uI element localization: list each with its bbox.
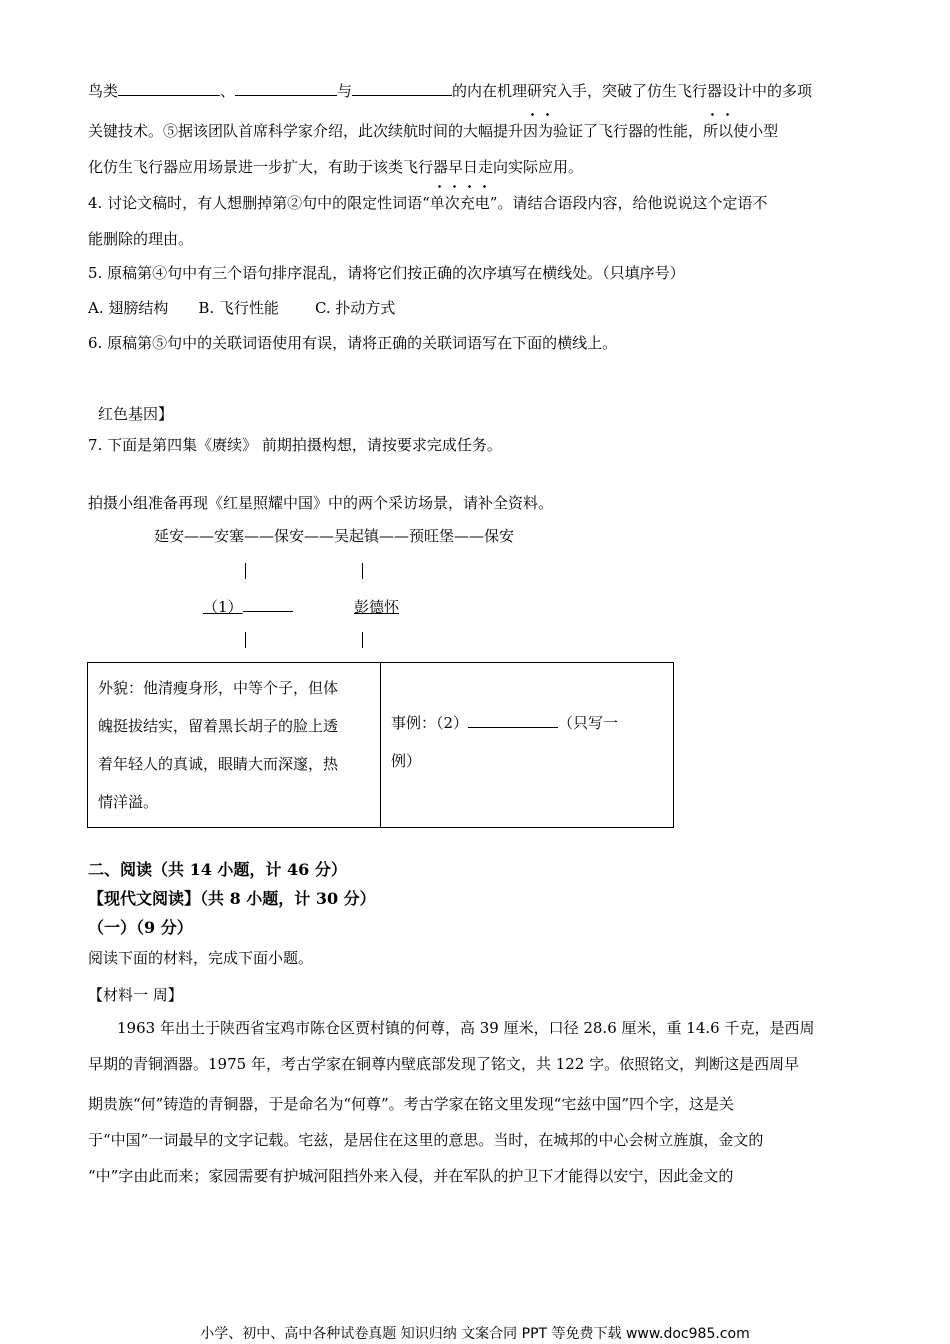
appearance-line: 着年轻人的真诚，眼睛大而深邃，热	[98, 755, 339, 773]
q3-text: 、	[220, 82, 236, 100]
q3-line-2	[88, 121, 778, 141]
sub-section: （一）（9 分）	[88, 918, 193, 937]
appearance-line: 外貌：他清瘦身形，中等个子，但体	[98, 679, 339, 697]
q7-question: 7. 下面是第四集《赓续》 前期拍摄构想，请按要求完成任务。	[88, 436, 502, 454]
emphasized-word: 单次充电	[429, 194, 490, 212]
example-cell	[381, 663, 674, 828]
example-note: （只写一	[558, 714, 619, 732]
example-line	[391, 704, 663, 742]
q3-line-1	[88, 81, 812, 101]
q3-text: 关键技术。⑤据该团队首席科学家介绍，此次续航时间的大幅提升	[88, 122, 524, 140]
material-title: 【材料一 周】	[88, 986, 183, 1004]
q5-options	[88, 298, 395, 318]
body-line: 于“中国”一词最早的文字记载。宅兹，是居住在这里的意思。当时，在城邦的中心会树立旌旗，金文的	[88, 1131, 764, 1149]
answer-blank-2[interactable]	[235, 81, 337, 96]
body-line: 期贵族“何”铸造的青铜器，于是命名为“何尊”。考古学家在铭文里发现“宅兹中国”四个字，这是关	[88, 1095, 735, 1113]
q4-line-1	[88, 193, 767, 213]
connector-line	[362, 632, 363, 648]
q3-text: 的内在机理研究入手，突破了仿生飞行器设计中的多项	[452, 82, 813, 100]
q3-text: 鸟类	[88, 82, 119, 100]
q4-text: ”。请结合语段内容，给他说说这个定语不	[489, 194, 768, 212]
footer: 小学、初中、高中各种试卷真题 知识归纳 文案合同 PPT 等免费下载 www.doc985.com	[200, 1326, 750, 1342]
connector-line	[245, 632, 246, 648]
body-line: 1963 年出土于陕西省宝鸡市陈仓区贾村镇的何尊，高 39 厘米，口径 28.6 厘米，重 14.6 千克，是西周	[117, 1019, 815, 1037]
q3-text: 与	[337, 82, 353, 100]
answer-blank-1[interactable]	[118, 81, 220, 96]
emphasized-word: 因为	[523, 122, 554, 140]
example-note-end: 例）	[391, 752, 422, 770]
route-line: 延安——安塞——保安——吴起镇——预旺堡——保安	[154, 527, 515, 545]
blank-1-label: （1）	[203, 598, 243, 616]
q7-intro: 拍摄小组准备再现《红星照耀中国》中的两个采访场景，请补全资料。	[88, 494, 554, 512]
q4-text: 4. 讨论文稿时，有人想删掉第②句中的限定性词语“	[88, 194, 430, 212]
q3-text: 验证了飞行器的性能，	[553, 122, 704, 140]
appearance-line: 魄挺拔结实，留着黑长胡子的脸上透	[98, 717, 339, 735]
appearance-line: 情洋溢。	[98, 793, 159, 811]
answer-blank-4[interactable]	[243, 597, 293, 612]
info-table	[87, 662, 674, 828]
part-title: 二、阅读（共 14 小题，计 46 分）	[88, 860, 347, 879]
body-line: 早期的青铜酒器。1975 年，考古学家在铜尊内壁底部发现了铭文，共 122 字。依照铭文，判断这是西周早	[88, 1055, 800, 1073]
answer-blank-3[interactable]	[352, 81, 452, 96]
blank-1-row	[203, 597, 293, 617]
appearance-cell	[88, 663, 381, 828]
body-line: “中”字由此而来；家园需要有护城河阻挡外来入侵，并在军队的护卫下才能得以安宁，因此金文的	[88, 1167, 734, 1185]
example-label: 事例：（2）	[391, 714, 469, 732]
section-heading: 红色基因】	[98, 405, 174, 423]
part-subtitle: 【现代文阅读】（共 8 小题，计 30 分）	[88, 889, 376, 908]
q5-question: 5. 原稿第④句中有三个语句排序混乱，请将它们按正确的次序填写在横线处。（只填序号）	[88, 264, 685, 282]
connector-line	[362, 563, 363, 579]
answer-blank-5[interactable]	[468, 713, 558, 728]
q6-question: 6. 原稿第⑤句中的关联词语使用有误，请将正确的关联词语写在下面的横线上。	[88, 334, 618, 352]
connector-line	[245, 563, 246, 579]
emphasized-word: 所以	[703, 122, 734, 140]
q3-text: 使小型	[733, 122, 779, 140]
instruction: 阅读下面的材料，完成下面小题。	[88, 949, 314, 967]
person-name: 彭德怀	[354, 598, 400, 616]
option-a: A. 翅膀结构	[88, 299, 169, 317]
option-b: B. 飞行性能	[198, 299, 279, 317]
q3-line-3: 化仿生飞行器应用场景进一步扩大，有助于该类飞行器早日走向实际应用。	[88, 158, 584, 176]
q4-line-2: 能删除的理由。	[88, 230, 194, 248]
option-c: C. 扑动方式	[314, 299, 396, 317]
